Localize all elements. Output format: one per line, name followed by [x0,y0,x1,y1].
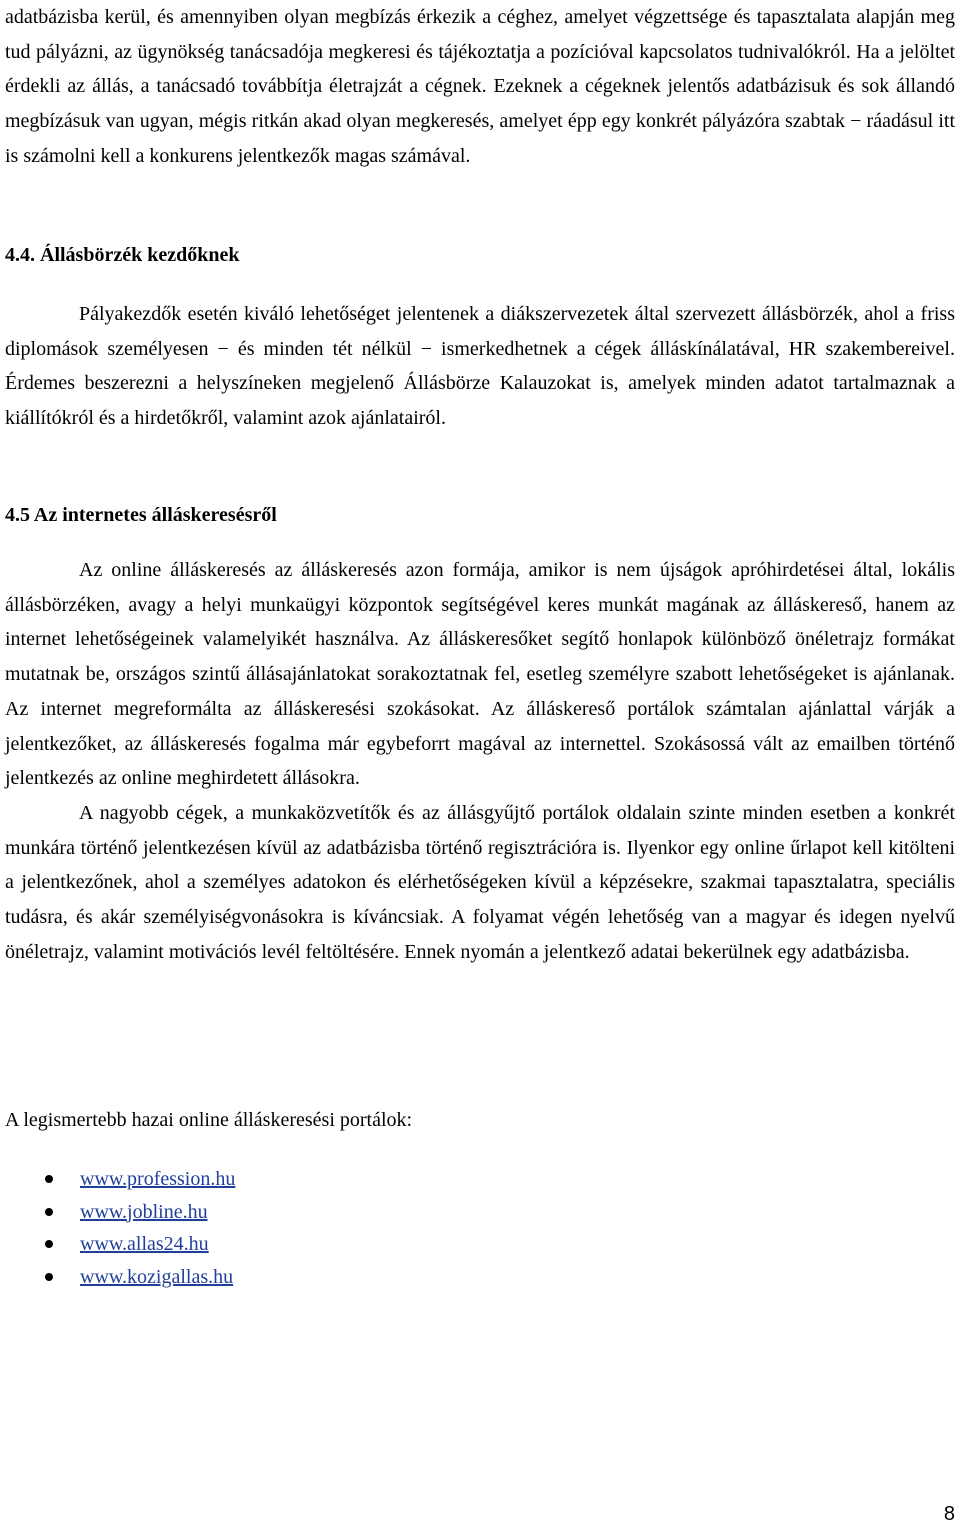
bullet-icon [45,1208,53,1216]
page-number: 8 [943,1503,955,1525]
intro-paragraph: adatbázisba kerül, és amennyiben olyan megbízás érkezik a céghez, amelyet végzettsége és tapasztalata alapján meg tud pályázni, az ügynökség tanácsadója megkeresi és tájékoztatja a pozícióval kapcsolatos tudnivalókról. Ha a jelöltet érdekli az állás, a tanácsadó továbbítja életrajzát a cégnek. Ezeknek a cégeknek jelentős adatbázisuk és sok állandó megbízásuk van ugyan, mégis ritkán akad olyan megkeresés, amelyet épp egy konkrét pályázóra szabtak − ráadásul itt is számolni kell a konkurens jelentkezők magas számával. [5,6,955,167]
section-4-5-heading: 4.5 Az internetes álláskeresésről [5,504,277,526]
list-item [5,1261,235,1294]
portal-link-jobline[interactable]: www.jobline.hu [80,1200,208,1223]
bullet-icon [45,1175,53,1183]
portal-link-kozigallas[interactable]: www.kozigallas.hu [80,1265,234,1288]
portal-link-profession[interactable]: www.profession.hu [80,1168,236,1190]
section-4-5-body [5,553,955,969]
section-4-4-paragraph: Pályakezdők esetén kiváló lehetőséget jelentenek a diákszervezetek által szervezett állásbörzék, ahol a friss diplomások személyesen − és minden tét nélkül − ismerkedhetnek a cégek álláskínálatával, HR szakembereivel. Érdemes beszerezni a helyszíneken megjelenő Állásbörze Kalauzokat is, amelyek minden adatot tartalmaznak a kiállítókról és a hirdetőkről, valamint azok ajánlatairól. [5,303,955,430]
list-item [5,1228,235,1261]
bullet-icon [45,1240,53,1248]
section-4-5-paragraph-2: A nagyobb cégek, a munkaközvetítők és az állásgyűjtő portálok oldalain szinte minden esetben a konkrét munkára történő jelentkezésen kívül az adatbázisba történő regisztrációra is. Ilyenkor egy online űrlapot kell kitölteni a jelentkezőnek, ahol a személyes adatokon és elérhetőségeken kívül a képzésekre, szakmai tapasztalatra, speciális tudásra, és akár személyiségvonásokra is kíváncsiak. A folyamat végén lehetőség van a magyar és idegen nyelvű önéletrajz, valamint motivációs levél feltöltésére. Ennek nyomán a jelentkező adatai bekerülnek egy adatbázisba. [5,801,955,963]
bullet-icon [45,1273,53,1281]
portal-link-allas24[interactable]: www.allas24.hu [80,1233,209,1255]
section-4-4-heading: 4.4. Állásbörzék kezdőknek [5,244,240,266]
portal-list [5,1163,235,1293]
section-4-5-paragraph-1: Az online álláskeresés az álláskeresés azon formája, amikor is nem újságok apróhirdetései által, lokális állásbörzéken, avagy a helyi munkaügyi központok segítségével keres munkát magának az álláskereső, hanem az internet lehetőségeinek valamelyikét használva. Az álláskeresőket segítő honlapok különböző önéletrajz formákat mutatnak be, országos szintű állásajánlatokat sorakoztatnak fel, esetleg személyre szabott lehetőségeket is ajánlanak. Az internet megreformálta az álláskeresési szokásokat. Az álláskereső portálok számtalan ajánlattal várják a jelentkezőket, az álláskeresés fogalma már egybeforrt magával az internettel. Szokásossá vált az emailben történő jelentkezés az online meghirdetett állásokra. [5,559,955,790]
portals-heading: A legismertebb hazai online álláskeresési portálok: [5,1109,413,1131]
list-item [5,1196,235,1229]
list-item [5,1163,235,1196]
